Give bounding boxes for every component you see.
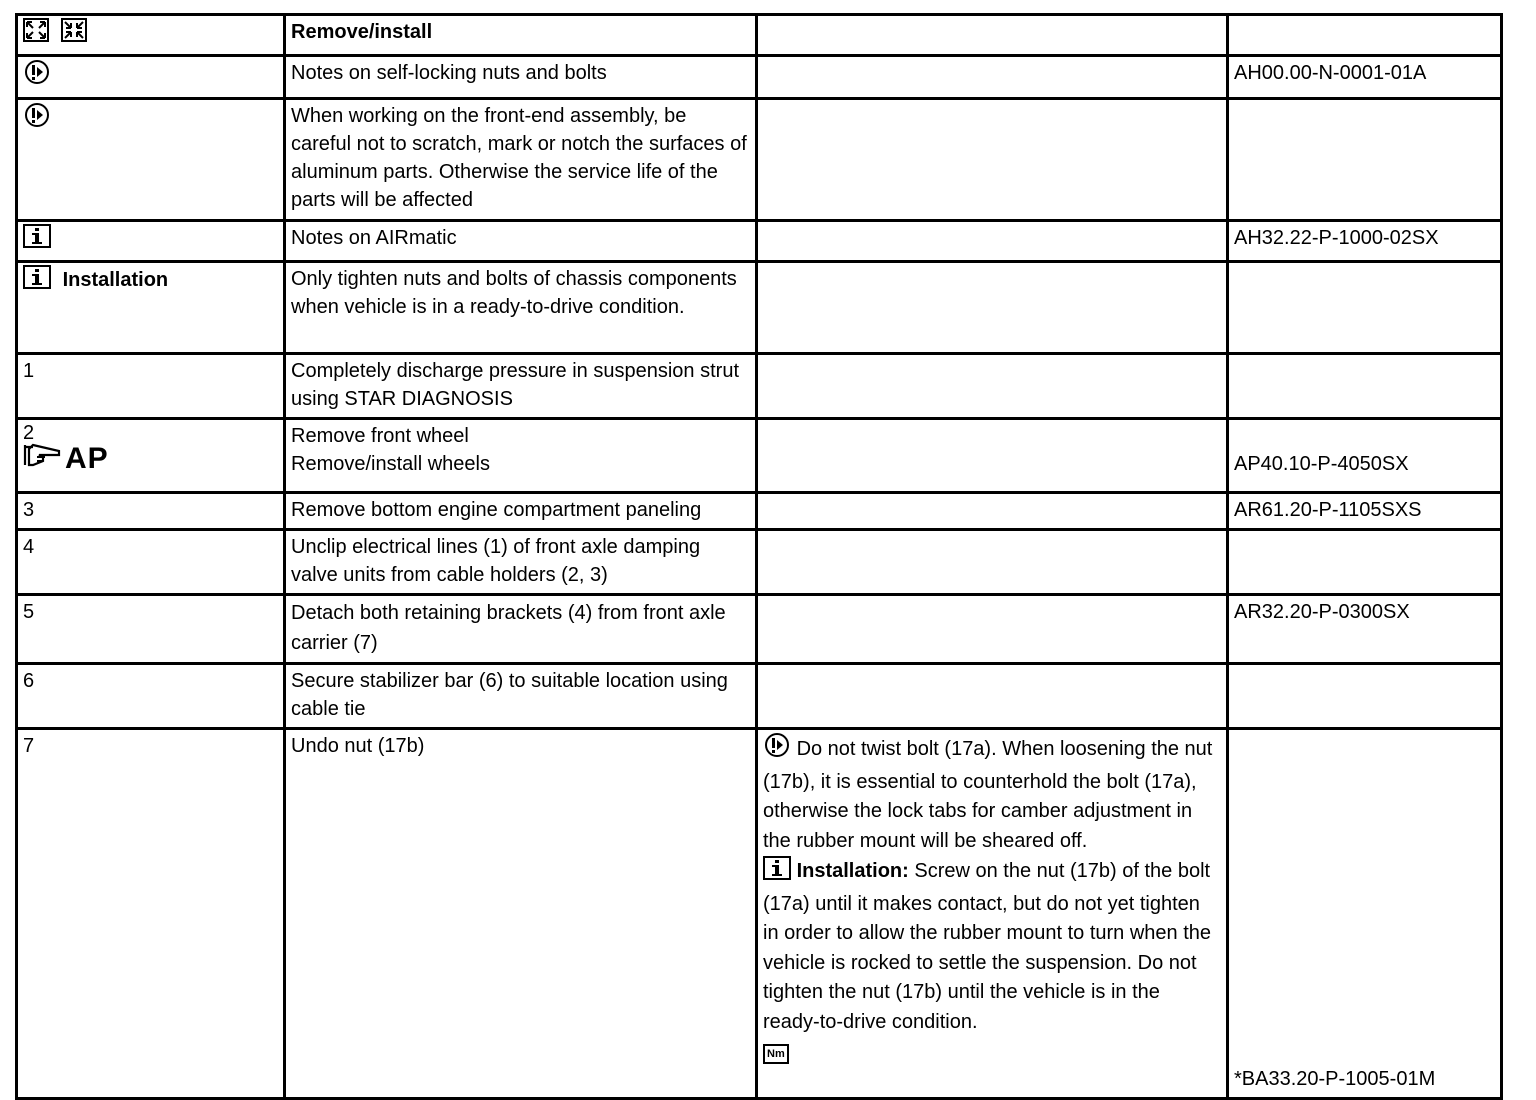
row-reference bbox=[1228, 664, 1502, 729]
row-reference bbox=[1228, 530, 1502, 595]
row-text: Secure stabilizer bar (6) to suitable location using cable tie bbox=[285, 664, 757, 729]
torque-nm-icon[interactable]: Nm bbox=[763, 1044, 789, 1064]
table-header-row bbox=[17, 15, 1502, 56]
row-text-secondary[interactable]: Remove/install wheels bbox=[291, 453, 490, 475]
table-row bbox=[17, 664, 1502, 729]
info-icon bbox=[23, 224, 51, 256]
row-reference[interactable]: AP40.10-P-4050SX bbox=[1234, 453, 1409, 475]
step-number: 3 bbox=[17, 493, 285, 530]
row-text: Completely discharge pressure in suspension strut using STAR DIAGNOSIS bbox=[285, 354, 757, 419]
installation-label: Installation bbox=[62, 269, 169, 291]
table-row bbox=[17, 221, 1502, 262]
installation-note-label: Installation: bbox=[796, 860, 909, 882]
row-reference[interactable]: *BA33.20-P-1005-01M bbox=[1234, 1068, 1436, 1090]
row-reference bbox=[1228, 262, 1502, 354]
procedure-table bbox=[15, 13, 1503, 1100]
table-row bbox=[17, 99, 1502, 221]
info-icon bbox=[23, 265, 51, 297]
table-row bbox=[17, 419, 1502, 493]
caution-icon bbox=[763, 732, 791, 768]
row-text: Remove front wheel bbox=[291, 425, 469, 447]
table-row bbox=[17, 729, 1502, 1099]
caution-note-text: Do not twist bolt (17a). When loosening the nut (17b), it is essential to counterhold the bolt (17a), otherwise the lock tabs for camber adjustment in the rubber mount will be sheared off. bbox=[763, 738, 1213, 852]
row-text: Notes on AIRmatic bbox=[285, 221, 757, 262]
row-text: Undo nut (17b) bbox=[285, 729, 757, 1099]
row-reference bbox=[1228, 99, 1502, 221]
row-text: Detach both retaining brackets (4) from front axle carrier (7) bbox=[285, 595, 757, 664]
installation-note bbox=[763, 856, 1221, 1037]
row-reference bbox=[1228, 354, 1502, 419]
row-reference[interactable]: AH00.00-N-0001-01A bbox=[1228, 56, 1502, 99]
collapse-icon[interactable] bbox=[61, 18, 87, 50]
row-text: Remove bottom engine compartment paneling bbox=[285, 493, 757, 530]
ap-label: AP bbox=[65, 442, 109, 475]
row-text: When working on the front-end assembly, be careful not to scratch, mark or notch the surfaces of aluminum parts. Otherwise the service life of the parts will be affected bbox=[285, 99, 757, 221]
expand-icon[interactable] bbox=[23, 18, 49, 50]
table-row bbox=[17, 595, 1502, 664]
header-title: Remove/install bbox=[285, 15, 757, 56]
step-number: 6 bbox=[17, 664, 285, 729]
row-text: Unclip electrical lines (1) of front axle damping valve units from cable holders (2, 3) bbox=[285, 530, 757, 595]
table-row bbox=[17, 493, 1502, 530]
row-text: Only tighten nuts and bolts of chassis components when vehicle is in a ready-to-drive condition. bbox=[285, 262, 757, 354]
row-reference[interactable]: AR61.20-P-1105SXS bbox=[1228, 493, 1502, 530]
step-number: 4 bbox=[17, 530, 285, 595]
step-number: 7 bbox=[17, 729, 285, 1099]
caution-icon bbox=[23, 59, 51, 93]
step-number: 2 bbox=[23, 422, 35, 444]
table-row bbox=[17, 262, 1502, 354]
table-row bbox=[17, 56, 1502, 99]
pointing-hand-icon bbox=[23, 441, 63, 477]
installation-note-text: Screw on the nut (17b) of the bolt (17a) until it makes contact, but do not yet tighten in order to allow the rubber mount to turn when the vehicle is rocked to settle the suspension. Do not tighten the nut (17b) until the vehicle is in the ready-to-drive condition. bbox=[763, 860, 1212, 1033]
caution-icon bbox=[23, 102, 51, 136]
caution-note bbox=[763, 732, 1221, 856]
row-reference[interactable]: AR32.20-P-0300SX bbox=[1228, 595, 1502, 664]
row-reference[interactable]: AH32.22-P-1000-02SX bbox=[1228, 221, 1502, 262]
ap-link[interactable] bbox=[23, 444, 278, 474]
table-row bbox=[17, 530, 1502, 595]
step-number: 5 bbox=[17, 595, 285, 664]
step-number: 1 bbox=[17, 354, 285, 419]
table-row bbox=[17, 354, 1502, 419]
row-text: Notes on self-locking nuts and bolts bbox=[285, 56, 757, 99]
info-icon bbox=[763, 856, 791, 890]
